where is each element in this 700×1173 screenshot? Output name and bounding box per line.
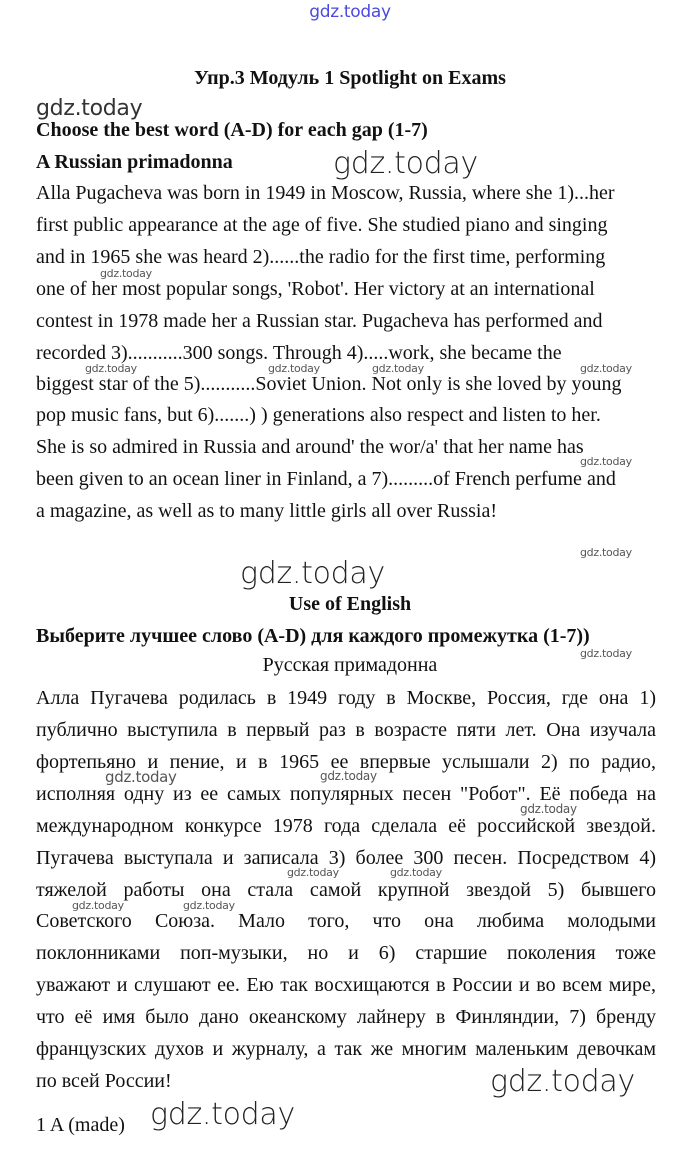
text-line: Советского Союза. Мало того, что она любима молодыми xyxy=(36,910,656,932)
text-line: biggest star of the 5)...........Soviet Union. Not only is she loved by young xyxy=(36,373,622,395)
english-title: A Russian primadonna xyxy=(36,151,233,173)
watermark: gdz.today xyxy=(36,96,143,121)
text-line: исполняя одну из ее самых популярных песен "Робот". Её победа на xyxy=(36,783,656,805)
watermark: gdz.today xyxy=(320,769,377,783)
text-line: что её имя было дано океанскому лайнеру в Финляндии, 7) бренду xyxy=(36,1006,656,1028)
text-line: международном конкурсе 1978 года сделала её российской звездой. xyxy=(36,815,656,837)
watermark: gdz.today xyxy=(85,362,137,375)
watermark-top: gdz.today xyxy=(309,2,391,22)
text-line: and in 1965 she was heard 2)......the radio for the first time, performing xyxy=(36,246,606,268)
watermark: gdz.today xyxy=(490,1064,635,1099)
text-line: one of her most popular songs, 'Robot'. Her victory at an international xyxy=(36,278,595,300)
watermark: gdz.today xyxy=(372,362,424,375)
russian-instruction: Выберите лучшее слово (A-D) для каждого промежутка (1-7)) xyxy=(36,625,590,647)
text-line: recorded 3)...........300 songs. Through 4).....work, she became the xyxy=(36,342,562,364)
watermark: gdz.today xyxy=(333,146,478,181)
watermark: gdz.today xyxy=(268,362,320,375)
text-line: She is so admired in Russia and around' the wor/a' that her name has xyxy=(36,436,584,458)
watermark: gdz.today xyxy=(390,866,442,879)
watermark: gdz.today xyxy=(287,866,339,879)
text-line: тяжелой работы она стала самой крупной звездой 5) бывшего xyxy=(36,879,656,901)
text-line: фортепьяно и пение, и в 1965 ее впервые услышали 2) по радио, xyxy=(36,751,656,773)
text-line: a magazine, as well as to many little girls all over Russia! xyxy=(36,500,497,522)
text-line: Alla Pugacheva was born in 1949 in Moscow, Russia, where she 1)...her xyxy=(36,182,615,204)
section-heading: Use of English xyxy=(288,593,412,615)
text-line: first public appearance at the age of five. She studied piano and singing xyxy=(36,214,608,236)
watermark: gdz.today xyxy=(240,556,385,591)
watermark: gdz.today xyxy=(150,1097,295,1132)
watermark: gdz.today xyxy=(105,768,177,786)
text-line: по всей России! xyxy=(36,1070,172,1092)
watermark: gdz.today xyxy=(520,802,577,816)
text-line: уважают и слушают ее. Ею так восхищаются в России и во всем мире, xyxy=(36,974,656,996)
text-line: Пугачева выступала и записала 3) более 300 песен. Посредством 4) xyxy=(36,847,656,869)
russian-title: Русская примадонна xyxy=(262,654,438,676)
answer: 1 A (made) xyxy=(36,1114,125,1136)
watermark: gdz.today xyxy=(580,546,632,559)
watermark: gdz.today xyxy=(580,647,632,660)
text-line: публично выступила в первый раз в возрасте пяти лет. Она изучала xyxy=(36,719,656,741)
text-line: pop music fans, but 6).......) ) generations also respect and listen to her. xyxy=(36,404,601,426)
watermark: gdz.today xyxy=(580,362,632,375)
watermark: gdz.today xyxy=(580,455,632,468)
watermark: gdz.today xyxy=(100,267,152,280)
text-line: Алла Пугачева родилась в 1949 году в Москве, Россия, где она 1) xyxy=(36,687,656,709)
english-instruction: Choose the best word (A-D) for each gap (1-7) xyxy=(36,119,428,141)
text-line: французских духов и журналу, а так же многим маленьким девочкам xyxy=(36,1038,656,1060)
watermark: gdz.today xyxy=(72,899,124,912)
text-line: contest in 1978 made her a Russian star. Pugacheva has performed and xyxy=(36,310,603,332)
page-title: Упр.3 Модуль 1 Spotlight on Exams xyxy=(194,67,506,89)
text-line: been given to an ocean liner in Finland, a 7).........of French perfume and xyxy=(36,468,616,490)
text-line: поклонниками поп-музыки, но и 6) старшие поколения тоже xyxy=(36,942,656,964)
watermark: gdz.today xyxy=(183,899,235,912)
